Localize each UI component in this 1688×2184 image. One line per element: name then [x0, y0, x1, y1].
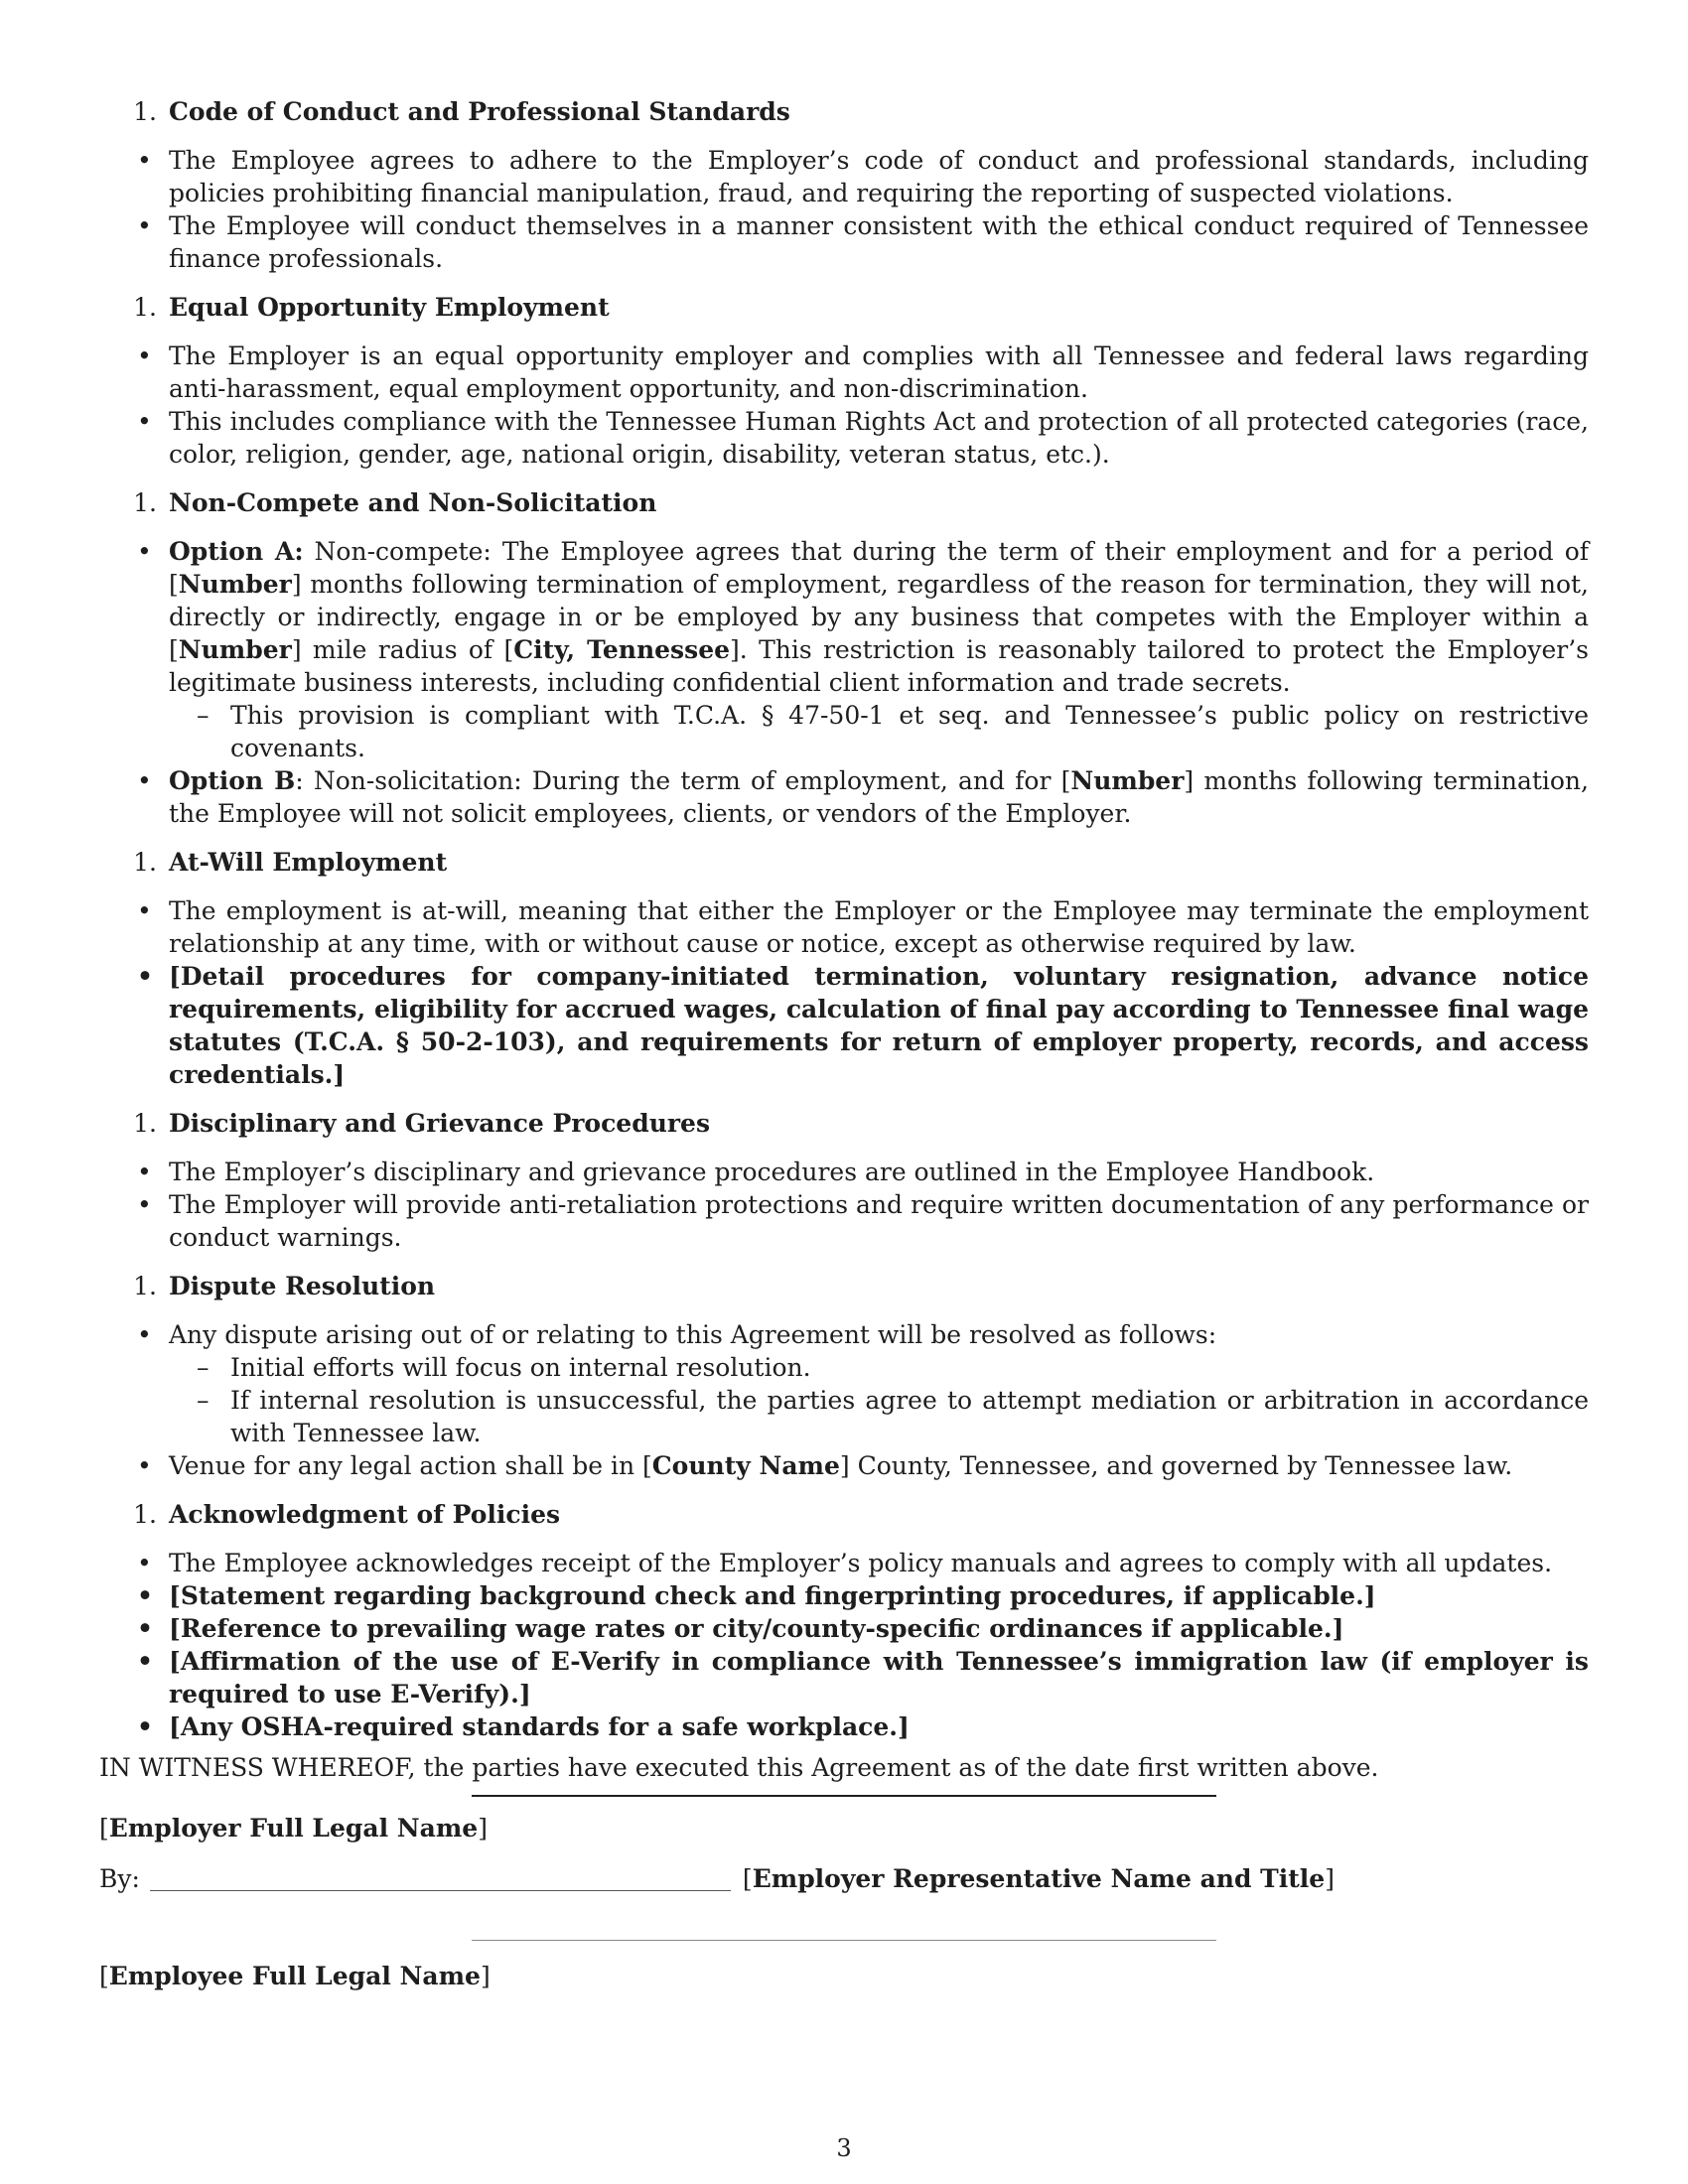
list-item: • The Employee acknowledges receipt of the Employer’s policy manuals and agrees to comply with all updates.: [99, 1547, 1589, 1579]
section-heading: 1. At-Will Employment: [133, 848, 448, 877]
section-title-at-will: At-Will Employment: [169, 848, 448, 877]
list-item: • The Employee agrees to adhere to the Employer’s code of conduct and professional standards, including policies prohibiting financial manipulation, fraud, and requiring the reporting of suspected violations.: [99, 144, 1589, 209]
section-heading: 1. Acknowledgment of Policies: [133, 1500, 561, 1529]
representative-name: [Employer Representative Name and Title]: [742, 1864, 1335, 1893]
section-title-equal-opportunity: Equal Opportunity Employment: [169, 293, 610, 322]
section-heading: 1. Equal Opportunity Employment: [133, 293, 610, 322]
document-body: [99, 89, 1589, 1784]
section-heading: 1. Disciplinary and Grievance Procedures: [133, 1109, 711, 1138]
list-item-placeholder: • [Any OSHA-required standards for a safe workplace.]: [99, 1710, 1589, 1743]
signature-line-employee[interactable]: [472, 1940, 1216, 1941]
section-heading: 1. Non-Compete and Non-Solicitation: [133, 488, 657, 517]
list-item-placeholder: • [Reference to prevailing wage rates or city/county-specific ordinances if applicable.]: [99, 1612, 1589, 1645]
representative-signature-blank[interactable]: [150, 1866, 731, 1891]
bullet-list: [99, 1156, 1589, 1254]
sub-list-item: – If internal resolution is unsuccessful, the parties agree to attempt mediation or arbitration in accordance with Tennessee law.: [169, 1384, 1589, 1449]
list-item-placeholder: • [Detail procedures for company-initiated termination, voluntary resignation, advance notice requirements, eligibility for accrued wages, calculation of final pay according to Tennessee final wage statutes (T.C.A. § 50-2-103), and requirements for return of employer property, records, and access credentials.]: [99, 960, 1589, 1091]
signature-line-employer[interactable]: [472, 1795, 1216, 1797]
list-item: • The Employer’s disciplinary and grievance procedures are outlined in the Employee Handbook.: [99, 1156, 1589, 1188]
list-item: • The Employee will conduct themselves in a manner consistent with the ethical conduct required of Tennessee finance professionals.: [99, 209, 1589, 275]
employee-name: [Employee Full Legal Name]: [99, 1962, 491, 1990]
sub-list: [169, 699, 1589, 764]
witness-statement: IN WITNESS WHEREOF, the parties have executed this Agreement as of the date first written above.: [99, 1753, 1379, 1782]
list-item: • The employment is at-will, meaning that either the Employer or the Employee may terminate the employment relationship at any time, with or without cause or notice, except as otherwise required by law.: [99, 894, 1589, 960]
list-item-placeholder: • [Statement regarding background check and fingerprinting procedures, if applicable.]: [99, 1579, 1589, 1612]
list-item: • The Employer is an equal opportunity employer and complies with all Tennessee and federal laws regarding anti-harassment, equal employment opportunity, and non-discrimination.: [99, 340, 1589, 405]
bullet-list: [99, 535, 1589, 830]
bullet-list: [99, 1547, 1589, 1743]
section-title-dispute: Dispute Resolution: [169, 1272, 436, 1300]
sub-list-item: – Initial efforts will focus on internal resolution.: [169, 1351, 1589, 1384]
list-item-option-b: • Option B: Non-solicitation: During the term of employment, and for [Number] months following termination, the Employee will not solicit employees, clients, or vendors of the Employer.: [99, 764, 1589, 830]
sub-list: [169, 1351, 1589, 1449]
section-title-disciplinary: Disciplinary and Grievance Procedures: [169, 1109, 711, 1138]
section-heading: 1. Dispute Resolution: [133, 1272, 436, 1300]
bullet-list: [99, 1318, 1589, 1482]
list-item-option-a: • Option A: Non-compete: The Employee agrees that during the term of their employment and for a period of [Number] months following termination of employment, regardless of the reason for termination, they will not, directly or indirectly, engage in or be employed by any business that competes with the Employer within a [Number] mile radius of [City, Tennessee]. This restriction is reasonably tailored to protect the Employer’s legitimate business interests, including confidential client information and trade secrets. – This provision is compliant with T.C.A. § 47-50-1 et seq. and Tennessee’s public policy on restrictive covenants.: [99, 535, 1589, 764]
bullet-list: [99, 894, 1589, 1091]
section-heading: 1. Code of Conduct and Professional Standards: [133, 97, 790, 126]
section-title-acknowledgment: Acknowledgment of Policies: [169, 1500, 561, 1529]
section-title-code-of-conduct: Code of Conduct and Professional Standards: [169, 97, 790, 126]
sub-list-item: – This provision is compliant with T.C.A. § 47-50-1 et seq. and Tennessee’s public policy on restrictive covenants.: [169, 699, 1589, 764]
list-item: • Any dispute arising out of or relating to this Agreement will be resolved as follows: – Initial efforts will focus on internal resolution. – If internal resolution is unsuccessful, the parties agree to attempt mediation or arbitration in accordance with Tennessee law.: [99, 1318, 1589, 1449]
list-item-venue: • Venue for any legal action shall be in [County Name] County, Tennessee, and governed by Tennessee law.: [99, 1449, 1589, 1482]
employer-name: [Employer Full Legal Name]: [99, 1814, 488, 1843]
list-item: • The Employer will provide anti-retaliation protections and require written documentation of any performance or conduct warnings.: [99, 1188, 1589, 1254]
list-item: • This includes compliance with the Tennessee Human Rights Act and protection of all protected categories (race, color, religion, gender, age, national origin, disability, veteran status, etc.).: [99, 405, 1589, 471]
list-item-placeholder: • [Affirmation of the use of E-Verify in compliance with Tennessee’s immigration law (if employer is required to use E-Verify).]: [99, 1645, 1589, 1710]
by-line: By: [Employer Representative Name and Title]: [99, 1864, 1335, 1893]
bullet-list: [99, 144, 1589, 275]
page-number: 3: [836, 2134, 852, 2162]
bullet-list: [99, 340, 1589, 471]
section-title-non-compete: Non-Compete and Non-Solicitation: [169, 488, 657, 517]
